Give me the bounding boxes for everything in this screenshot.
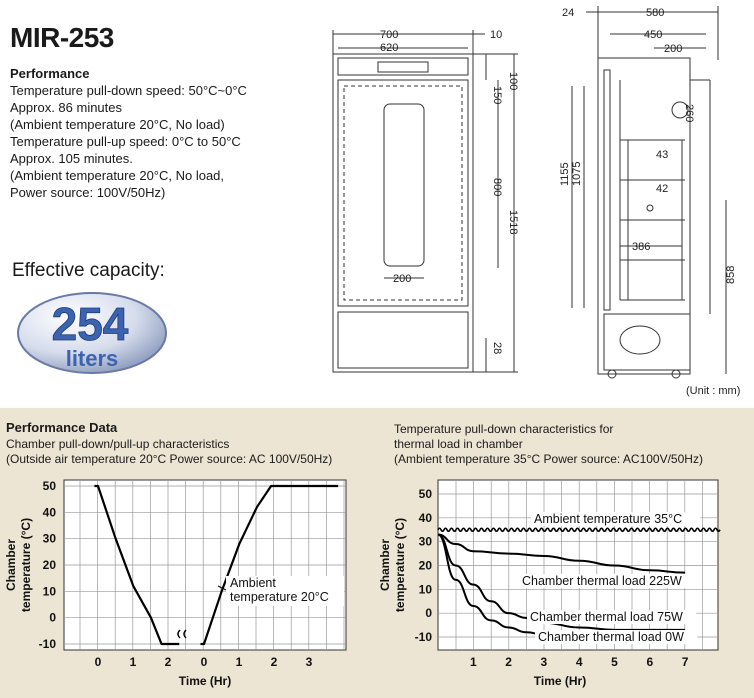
performance-line: (Ambient temperature 20°C, No load, bbox=[10, 168, 225, 183]
performance-line: Temperature pull-up speed: 0°C to 50°C bbox=[10, 134, 241, 149]
x-tick-label: 0 bbox=[200, 655, 208, 669]
dim-label: 858 bbox=[725, 265, 737, 284]
performance-heading: Performance bbox=[10, 66, 90, 81]
performance-data-heading: Performance Data bbox=[6, 420, 118, 435]
y-tick-label: 40 bbox=[418, 510, 432, 525]
dim-label: 200 bbox=[393, 273, 412, 285]
performance-line: Power source: 100V/50Hz) bbox=[10, 185, 166, 200]
right-chart-condition: (Ambient temperature 35°C Power source: AC100V/50Hz) bbox=[394, 452, 703, 466]
x-tick-label: 2 bbox=[270, 655, 278, 669]
dim-label: 28 bbox=[491, 342, 503, 355]
dim-label: 24 bbox=[562, 7, 575, 19]
y-tick-label: 50 bbox=[418, 487, 432, 501]
y-tick-label: 0 bbox=[49, 610, 56, 625]
dim-label: 1518 bbox=[507, 210, 519, 235]
x-tick-label: 5 bbox=[611, 655, 618, 669]
x-tick-label: 4 bbox=[575, 655, 583, 669]
y-tick-label: -10 bbox=[414, 630, 432, 644]
dim-label: 700 bbox=[380, 29, 399, 41]
left-chart-condition: (Outside air temperature 20°C Power source: AC 100V/50Hz) bbox=[6, 452, 333, 466]
y-tick-label: 10 bbox=[418, 582, 432, 597]
x-tick-label: 1 bbox=[469, 655, 477, 669]
y-tick-label: -10 bbox=[38, 637, 56, 651]
performance-line: (Ambient temperature 20°C, No load) bbox=[10, 117, 225, 132]
x-tick-label: 2 bbox=[505, 655, 512, 669]
y-tick-label: 30 bbox=[42, 531, 56, 546]
dim-label: 150 bbox=[491, 86, 503, 105]
x-axis-label: Time (Hr) bbox=[533, 674, 587, 688]
y-axis-label bbox=[4, 518, 33, 612]
y-tick-label: 20 bbox=[42, 558, 56, 572]
annotation: temperature 20°C bbox=[230, 590, 329, 604]
x-tick-label: 7 bbox=[681, 655, 689, 669]
x-tick-label: 3 bbox=[540, 655, 548, 669]
performance-line: Approx. 86 minutes bbox=[10, 100, 123, 115]
capacity-label: Effective capacity: bbox=[12, 260, 165, 281]
right-chart-title: Temperature pull-down characteristics for bbox=[394, 422, 614, 436]
dim-label: 10 bbox=[490, 29, 503, 41]
series-label: Ambient temperature 35°C bbox=[534, 512, 683, 526]
dim-label: 260 bbox=[683, 104, 695, 123]
right-plot-area bbox=[438, 480, 718, 650]
dim-label: 580 bbox=[646, 7, 665, 19]
performance-line: Temperature pull-down speed: 50°C~0°C bbox=[10, 83, 247, 98]
capacity-unit: liters bbox=[65, 346, 119, 371]
y-tick-label: 30 bbox=[418, 534, 432, 549]
dim-label: 43 bbox=[656, 149, 669, 161]
x-tick-label: 6 bbox=[646, 655, 654, 669]
performance-line: Approx. 105 minutes. bbox=[10, 151, 133, 166]
left-chart-subtitle: Chamber pull-down/pull-up characteristics bbox=[6, 437, 230, 451]
dim-label: 42 bbox=[656, 183, 669, 195]
series-label: Chamber thermal load 225W bbox=[522, 574, 682, 588]
dim-label: 1075 bbox=[571, 161, 583, 186]
dim-label: 100 bbox=[507, 72, 519, 91]
dim-label: 1155 bbox=[559, 162, 571, 186]
annotation: Ambient bbox=[230, 576, 276, 590]
dim-label: 386 bbox=[632, 241, 651, 253]
y-tick-label: 0 bbox=[425, 606, 432, 621]
x-tick-label: 1 bbox=[235, 655, 243, 669]
series-label: Chamber thermal load 0W bbox=[538, 630, 684, 644]
y-axis-label bbox=[378, 518, 407, 612]
capacity-value: 254 bbox=[51, 298, 129, 350]
series-label: Chamber thermal load 75W bbox=[530, 610, 683, 624]
dim-label: 450 bbox=[644, 29, 663, 41]
x-tick-label: 1 bbox=[129, 655, 137, 669]
model-title: MIR-253 bbox=[10, 22, 114, 53]
x-tick-label: 2 bbox=[164, 655, 172, 669]
y-axis-label-line: Chamber bbox=[4, 538, 18, 592]
y-axis-label-line: temperature (°C) bbox=[393, 517, 407, 613]
y-axis-label-line: temperature (°C) bbox=[19, 517, 33, 613]
dim-label: 620 bbox=[380, 42, 399, 54]
right-chart-title: thermal load in chamber bbox=[394, 437, 523, 451]
y-tick-label: 40 bbox=[42, 505, 56, 520]
unit-note: (Unit : mm) bbox=[686, 385, 741, 397]
y-tick-label: 50 bbox=[42, 479, 56, 493]
x-tick-label: 3 bbox=[305, 655, 313, 669]
series-line bbox=[438, 528, 720, 531]
dim-label: 800 bbox=[491, 178, 503, 197]
dim-label: 200 bbox=[664, 43, 683, 55]
y-axis-label-line: Chamber bbox=[378, 538, 392, 592]
x-axis-label: Time (Hr) bbox=[178, 674, 232, 688]
y-tick-label: 20 bbox=[418, 558, 432, 573]
x-tick-label: 0 bbox=[94, 655, 102, 669]
y-tick-label: 10 bbox=[42, 584, 56, 599]
